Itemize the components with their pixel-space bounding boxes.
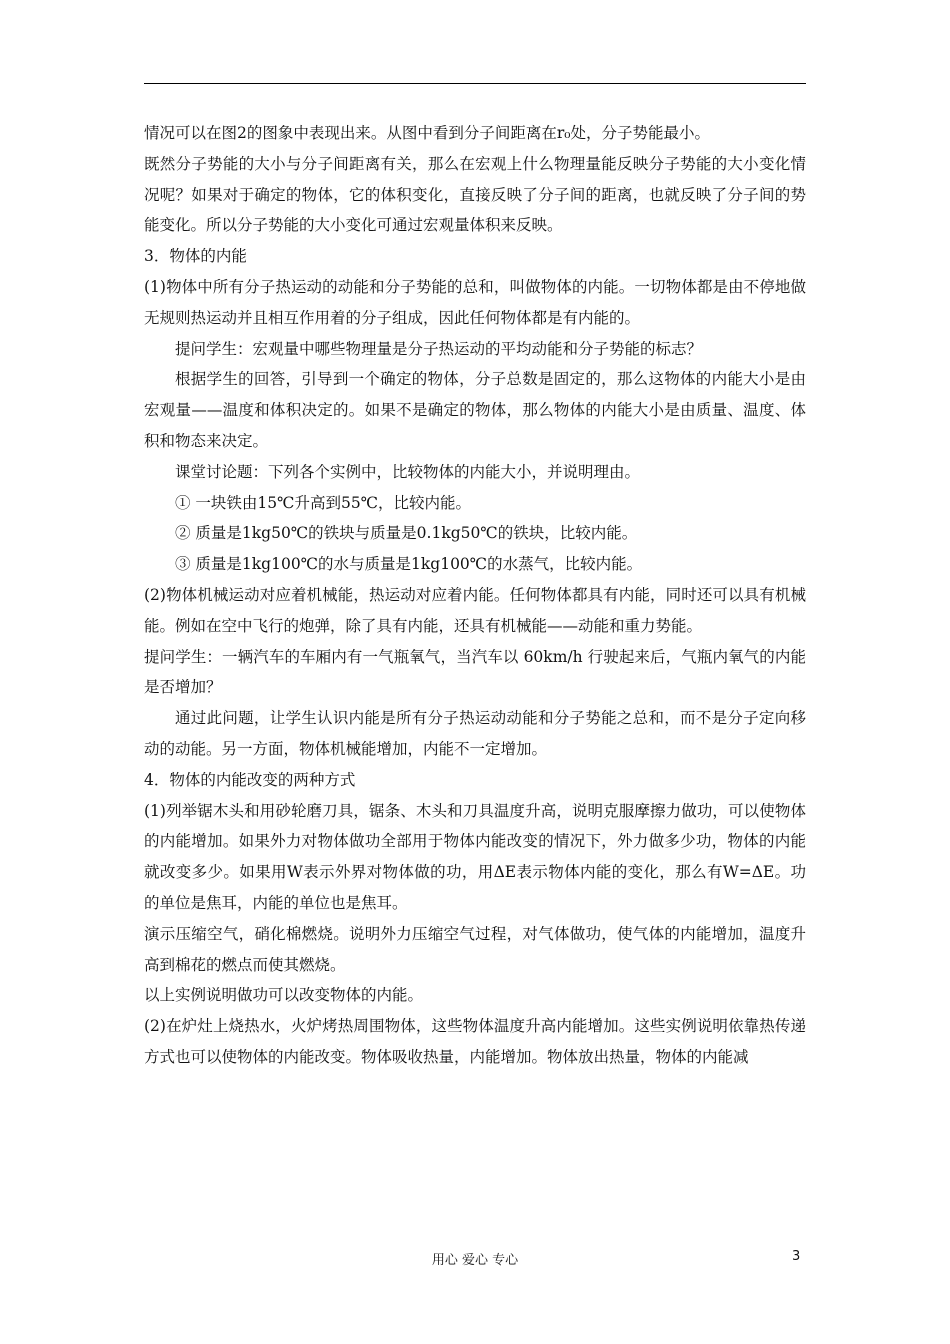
paragraph: (2)在炉灶上烧热水，火炉烤热周围物体，这些物体温度升高内能增加。这些实例说明依靠热传递方式也可以使物体的内能改变。物体吸收热量，内能增加。物体放出热量，物体的内能减 [144, 1017, 806, 1066]
section-heading: 3．物体的内能 [144, 247, 247, 266]
list-item: ② 质量是1kg50℃的铁块与质量是0.1kg50℃的铁块，比较内能。 [175, 524, 638, 543]
paragraph: (1)列举锯木头和用砂轮磨刀具，锯条、木头和刀具温度升高，说明克服摩擦力做功，可以使物体的内能增加。如果外力对物体做功全部用于物体内能改变的情况下，外力做多少功，物体的内能就改变多少。如果用W表示外界对物体做的功，用ΔE表示物体内能的变化，那么有W=ΔE。功的单位是焦耳，内能的单位也是焦耳。 [144, 801, 806, 912]
paragraph: 通过此问题，让学生认识内能是所有分子热运动动能和分子势能之总和，而不是分子定向移动的动能。另一方面，物体机械能增加，内能不一定增加。 [144, 709, 806, 758]
paragraph: 既然分子势能的大小与分子间距离有关，那么在宏观上什么物理量能反映分子势能的大小变化情况呢？如果对于确定的物体，它的体积变化，直接反映了分子间的距离，也就反映了分子间的势能变化。所以分子势能的大小变化可通过宏观量体积来反映。 [144, 154, 806, 235]
paragraph: (1)物体中所有分子热运动的动能和分子势能的总和，叫做物体的内能。一切物体都是由不停地做无规则热运动并且相互作用着的分子组成，因此任何物体都是有内能的。 [144, 277, 806, 327]
document-body [144, 118, 806, 1073]
paragraph: 根据学生的回答，引导到一个确定的物体，分子总数是固定的，那么这物体的内能大小是由宏观量——温度和体积决定的。如果不是确定的物体，那么物体的内能大小是由质量、温度、体积和物态来决定。 [144, 370, 806, 450]
paragraph: 情况可以在图2的图象中表现出来。从图中看到分子间距离在r₀处，分子势能最小。 [144, 124, 710, 142]
list-item: ① 一块铁由15℃升高到55℃，比较内能。 [175, 493, 472, 512]
paragraph: 提问学生：一辆汽车的车厢内有一气瓶氧气，当汽车以 60km/h 行驶起来后，气瓶内氧气的内能是否增加？ [144, 647, 806, 697]
list-item: ③ 质量是1kg100℃的水与质量是1kg100℃的水蒸气，比较内能。 [175, 555, 643, 574]
section-heading: 4．物体的内能改变的两种方式 [144, 770, 356, 789]
paragraph: 提问学生：宏观量中哪些物理量是分子热运动的平均动能和分子势能的标志？ [175, 339, 703, 358]
footer-slogan: 用心 爱心 专心 [431, 1253, 519, 1268]
page-footer [0, 1249, 950, 1273]
page-number: 3 [792, 1249, 801, 1264]
paragraph: 课堂讨论题：下列各个实例中，比较物体的内能大小，并说明理由。 [175, 462, 641, 481]
header-rule [144, 83, 806, 84]
paragraph: 演示压缩空气，硝化棉燃烧。说明外力压缩空气过程，对气体做功，使气体的内能增加，温度升高到棉花的燃点而使其燃烧。 [144, 924, 806, 974]
paragraph: (2)物体机械运动对应着机械能，热运动对应着内能。任何物体都具有内能，同时还可以具有机械能。例如在空中飞行的炮弹，除了具有内能，还具有机械能——动能和重力势能。 [144, 585, 806, 635]
paragraph: 以上实例说明做功可以改变物体的内能。 [144, 986, 424, 1005]
